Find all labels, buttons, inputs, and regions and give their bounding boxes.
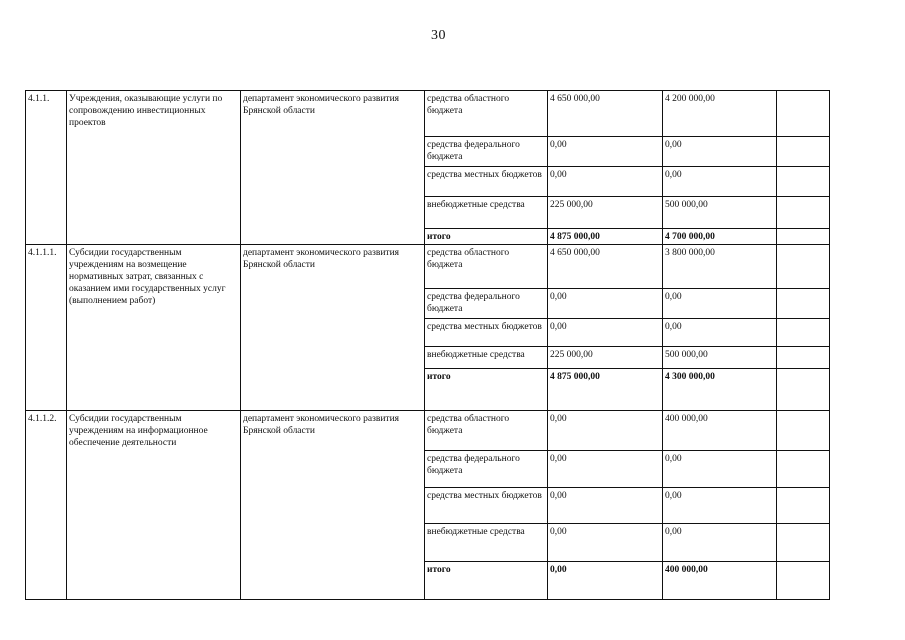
funding-source: итого xyxy=(425,369,548,411)
amount-col2: 500 000,00 xyxy=(663,347,777,369)
amount-col3 xyxy=(777,524,830,562)
section-name: Субсидии государственным учреждениям на информационное обеспечение деятельности xyxy=(67,411,241,600)
amount-col3 xyxy=(777,562,830,600)
amount-col2: 0,00 xyxy=(663,137,777,167)
amount-col1: 4 875 000,00 xyxy=(548,369,663,411)
funding-source: средства местных бюджетов xyxy=(425,488,548,524)
amount-col1: 0,00 xyxy=(548,562,663,600)
amount-col3 xyxy=(777,451,830,488)
amount-col1: 0,00 xyxy=(548,319,663,347)
section-code: 4.1.1. xyxy=(26,91,67,245)
amount-col1: 0,00 xyxy=(548,524,663,562)
amount-col1: 0,00 xyxy=(548,411,663,451)
funding-source: средства федерального бюджета xyxy=(425,289,548,319)
amount-col1: 0,00 xyxy=(548,137,663,167)
amount-col2: 0,00 xyxy=(663,488,777,524)
page-number: 30 xyxy=(431,28,446,43)
amount-col1: 0,00 xyxy=(548,167,663,197)
amount-col3 xyxy=(777,411,830,451)
amount-col2: 400 000,00 xyxy=(663,411,777,451)
amount-col1: 0,00 xyxy=(548,488,663,524)
funding-source: средства областного бюджета xyxy=(425,245,548,289)
amount-col3 xyxy=(777,488,830,524)
amount-col2: 0,00 xyxy=(663,289,777,319)
funding-source: итого xyxy=(425,229,548,245)
amount-col1: 4 650 000,00 xyxy=(548,245,663,289)
table-row xyxy=(26,91,830,137)
funding-source: средства местных бюджетов xyxy=(425,167,548,197)
amount-col3 xyxy=(777,289,830,319)
amount-col3 xyxy=(777,245,830,289)
amount-col3 xyxy=(777,167,830,197)
funding-source: средства местных бюджетов xyxy=(425,319,548,347)
amount-col1: 0,00 xyxy=(548,451,663,488)
amount-col1: 4 875 000,00 xyxy=(548,229,663,245)
section-code: 4.1.1.2. xyxy=(26,411,67,600)
department: департамент экономического развития Брянской области xyxy=(241,411,425,600)
amount-col3 xyxy=(777,91,830,137)
amount-col1: 225 000,00 xyxy=(548,197,663,229)
department: департамент экономического развития Брянской области xyxy=(241,245,425,411)
amount-col2: 4 200 000,00 xyxy=(663,91,777,137)
funding-source: средства федерального бюджета xyxy=(425,451,548,488)
amount-col1: 0,00 xyxy=(548,289,663,319)
funding-source: внебюджетные средства xyxy=(425,524,548,562)
amount-col2: 3 800 000,00 xyxy=(663,245,777,289)
amount-col2: 4 700 000,00 xyxy=(663,229,777,245)
amount-col1: 4 650 000,00 xyxy=(548,91,663,137)
table-row xyxy=(26,245,830,289)
amount-col3 xyxy=(777,137,830,167)
amount-col2: 0,00 xyxy=(663,524,777,562)
table-row xyxy=(26,411,830,451)
amount-col2: 4 300 000,00 xyxy=(663,369,777,411)
amount-col2: 0,00 xyxy=(663,167,777,197)
funding-source: средства федерального бюджета xyxy=(425,137,548,167)
amount-col3 xyxy=(777,319,830,347)
department: департамент экономического развития Брянской области xyxy=(241,91,425,245)
funding-source: внебюджетные средства xyxy=(425,347,548,369)
amount-col3 xyxy=(777,369,830,411)
amount-col2: 0,00 xyxy=(663,451,777,488)
amount-col3 xyxy=(777,347,830,369)
budget-table xyxy=(25,90,830,600)
amount-col2: 0,00 xyxy=(663,319,777,347)
funding-source: средства областного бюджета xyxy=(425,411,548,451)
funding-source: итого xyxy=(425,562,548,600)
amount-col3 xyxy=(777,229,830,245)
amount-col2: 400 000,00 xyxy=(663,562,777,600)
funding-source: средства областного бюджета xyxy=(425,91,548,137)
funding-source: внебюджетные средства xyxy=(425,197,548,229)
amount-col1: 225 000,00 xyxy=(548,347,663,369)
section-name: Субсидии государственным учреждениям на возмещение нормативных затрат, связанных с оказанием ими государственных услуг (выполнением работ) xyxy=(67,245,241,411)
section-name: Учреждения, оказывающие услуги по сопровождению инвестиционных проектов xyxy=(67,91,241,245)
section-code: 4.1.1.1. xyxy=(26,245,67,411)
amount-col2: 500 000,00 xyxy=(663,197,777,229)
amount-col3 xyxy=(777,197,830,229)
